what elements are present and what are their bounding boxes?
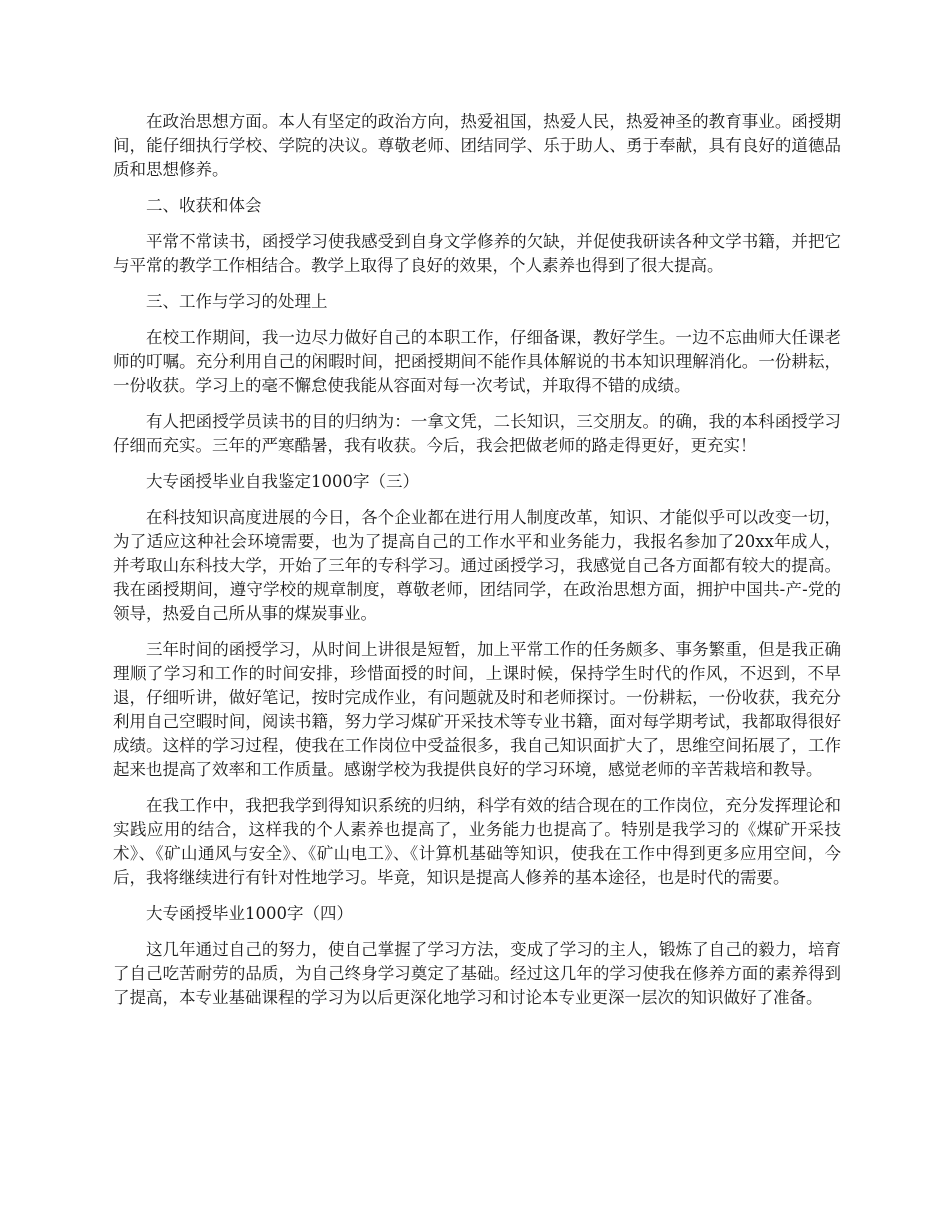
document-page: [113, 110, 841, 1022]
section-heading-gains: 二、收获和体会: [146, 196, 262, 215]
paragraph-tech-knowledge: 在科技知识高度进展的今日，各个企业都在进行用人制度改革，知识、才能似乎可以改变一切，为了适应这种社会环境需要，也为了提高自己的工作水平和业务能力，我报名参加了20xx年成人，并考取山东科技大学，开始了三年的专科学习。通过函授学习，我感觉自己各方面都有较大的提高。我在函授期间，遵守学校的规章制度，尊敬老师，团结同学，在政治思想方面，拥护中国共-产-党的领导，热爱自己所从事的煤炭事业。: [113, 508, 841, 623]
paragraph-self-effort: 这几年通过自己的努力，使自己掌握了学习方法，变成了学习的主人，锻炼了自己的毅力，培育了自己吃苦耐劳的品质，为自己终身学习奠定了基础。经过这几年的学习使我在修养方面的素养得到了提高，本专业基础课程的学习为以后更深化地学习和讨论本专业更深一层次的知识做好了准备。: [113, 940, 841, 1007]
paragraph-application: 在我工作中，我把我学到得知识系统的归纳，科学有效的结合现在的工作岗位，充分发挥理论和实践应用的结合，这样我的个人素养也提高了，业务能力也提高了。特别是我学习的《煤矿开采技术》、《矿山通风与安全》、《矿山电工》、《计算机基础等知识，使我在工作中得到更多应用空间，今后，我将继续进行有针对性地学习。毕竟，知识是提高人修养的基本途径，也是时代的需要。: [113, 796, 841, 887]
section-heading-part-four: 大专函授毕业1000字（四）: [146, 904, 353, 923]
paragraph-gains: 平常不常读书，函授学习使我感受到自身文学修养的欠缺，并促使我研读各种文学书籍，并把它与平常的教学工作相结合。教学上取得了良好的效果，个人素养也得到了很大提高。: [113, 232, 841, 275]
paragraph-three-years: 三年时间的函授学习，从时间上讲很是短暂，加上平常工作的任务颇多、事务繁重，但是我正确理顺了学习和工作的时间安排，珍惜面授的时间，上课时候，保持学生时代的作风，不迟到，不早退，仔细听讲，做好笔记，按时完成作业，有问题就及时和老师探讨。一份耕耘，一份收获，我充分利用自己空暇时间，阅读书籍，努力学习煤矿开采技术等专业书籍，面对每学期考试，我都取得很好成绩。这样的学习过程，使我在工作岗位中受益很多，我自己知识面扩大了，思维空间拓展了，工作起来也提高了效率和工作质量。感谢学校为我提供良好的学习环境，感觉老师的辛苦栽培和教导。: [113, 640, 841, 779]
paragraph-purpose: 有人把函授学员读书的目的归纳为：一拿文凭，二长知识，三交朋友。的确，我的本科函授学习仔细而充实。三年的严寒酷暑，我有收获。今后，我会把做老师的路走得更好，更充实！: [113, 412, 841, 455]
section-heading-work-study: 三、工作与学习的处理上: [146, 292, 328, 311]
paragraph-political-thought: 在政治思想方面。本人有坚定的政治方向，热爱祖国，热爱人民，热爱神圣的教育事业。函授期间，能仔细执行学校、学院的决议。尊敬老师、团结同学、乐于助人、勇于奉献，具有良好的道德品质和思想修养。: [113, 112, 841, 179]
section-heading-part-three: 大专函授毕业自我鉴定1000字（三）: [146, 472, 419, 491]
paragraph-work-study: 在校工作期间，我一边尽力做好自己的本职工作，仔细备课，教好学生。一边不忘曲师大任课老师的叮嘱。充分利用自己的闲暇时间，把函授期间不能作具体解说的书本知识理解消化。一份耕耘，一份收获。学习上的毫不懈怠使我能从容面对每一次考试，并取得不错的成绩。: [113, 328, 841, 395]
